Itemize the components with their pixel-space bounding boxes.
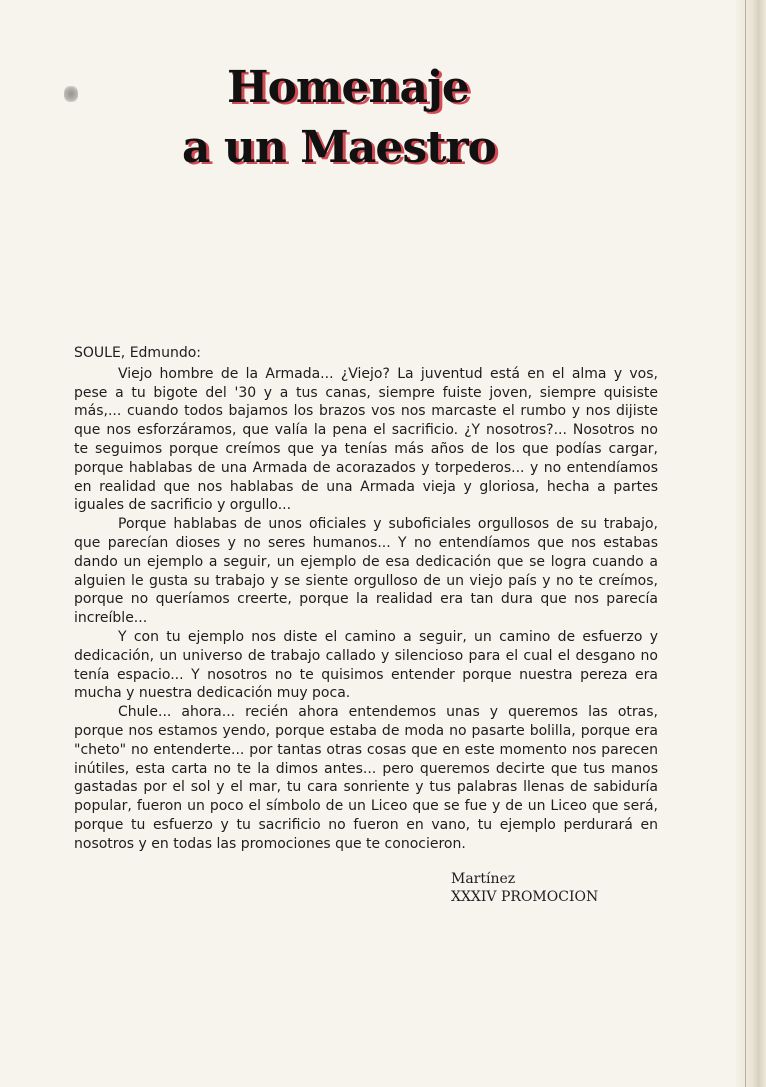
title-line-1: Homenaje (227, 62, 469, 113)
title-line-2: a un Maestro (182, 122, 496, 173)
salutation: SOULE, Edmundo: (74, 345, 201, 361)
paragraph-2: Porque hablabas de unos oficiales y suboficiales orgullosos de su trabajo, que parecían dioses y no seres humanos... Y no entendíamos que nos estabas dando un ejemplo a seguir, un ejemplo de esa dedicación que se logra cuando a alguien le gusta su trabajo y se siente orgulloso de un viejo país y no te creímos, porque no queríamos creerte, porque la realidad era tan dura que nos parecía increíble... (74, 516, 658, 627)
signature-promotion: XXXIV PROMOCION (451, 889, 599, 905)
paragraph-3: Y con tu ejemplo nos diste el camino a seguir, un camino de esfuerzo y dedicación, un universo de trabajo callado y silencioso para el cual el desgano no tenía espacio... Y nosotros no te quisimos entender porque nuestra pereza era mucha y nuestra dedicación muy poca. (74, 628, 658, 702)
letter-body (74, 344, 658, 854)
paragraph-1: Viejo hombre de la Armada... ¿Viejo? La juventud está en el alma y vos, pese a tu bigote del '30 y a tus canas, siempre fuiste joven, siempre quisiste más,... cuando todos bajamos los brazos vos nos marcaste el rumbo y nos dijiste que nos esforzáramos, que valía la pena el sacrificio. ¿Y nosotros?... Nosotros no te seguimos porque creímos que ya tenías más años de los que podías cargar, porque hablabas de una Armada de acorazados y torpederos... y no entendíamos en realidad que nos hablabas de una Armada vieja y gloriosa, hecha a partes iguales de sacrificio y orgullo... (74, 365, 658, 514)
signature-name: Martínez (451, 871, 516, 887)
signature-block (451, 870, 598, 906)
paragraph-4: Chule... ahora... recién ahora entendemos unas y queremos las otras, porque nos estamos yendo, porque estaba de moda no pasarte bolilla, porque era "cheto" no entenderte... por tantas otras cosas que en este momento nos parecen inútiles, esta carta no te la dimos antes... pero queremos decirte que tus manos gastadas por el sol y el mar, tu cara sonriente y tus palabras llenas de sabiduría popular, fueron un poco el símbolo de un Liceo que se fue y de un Liceo que será, porque tu esfuerzo y tu sacrificio no fueron en vano, tu ejemplo perdurará en nosotros y en todas las promociones que te conocieron. (74, 704, 658, 852)
